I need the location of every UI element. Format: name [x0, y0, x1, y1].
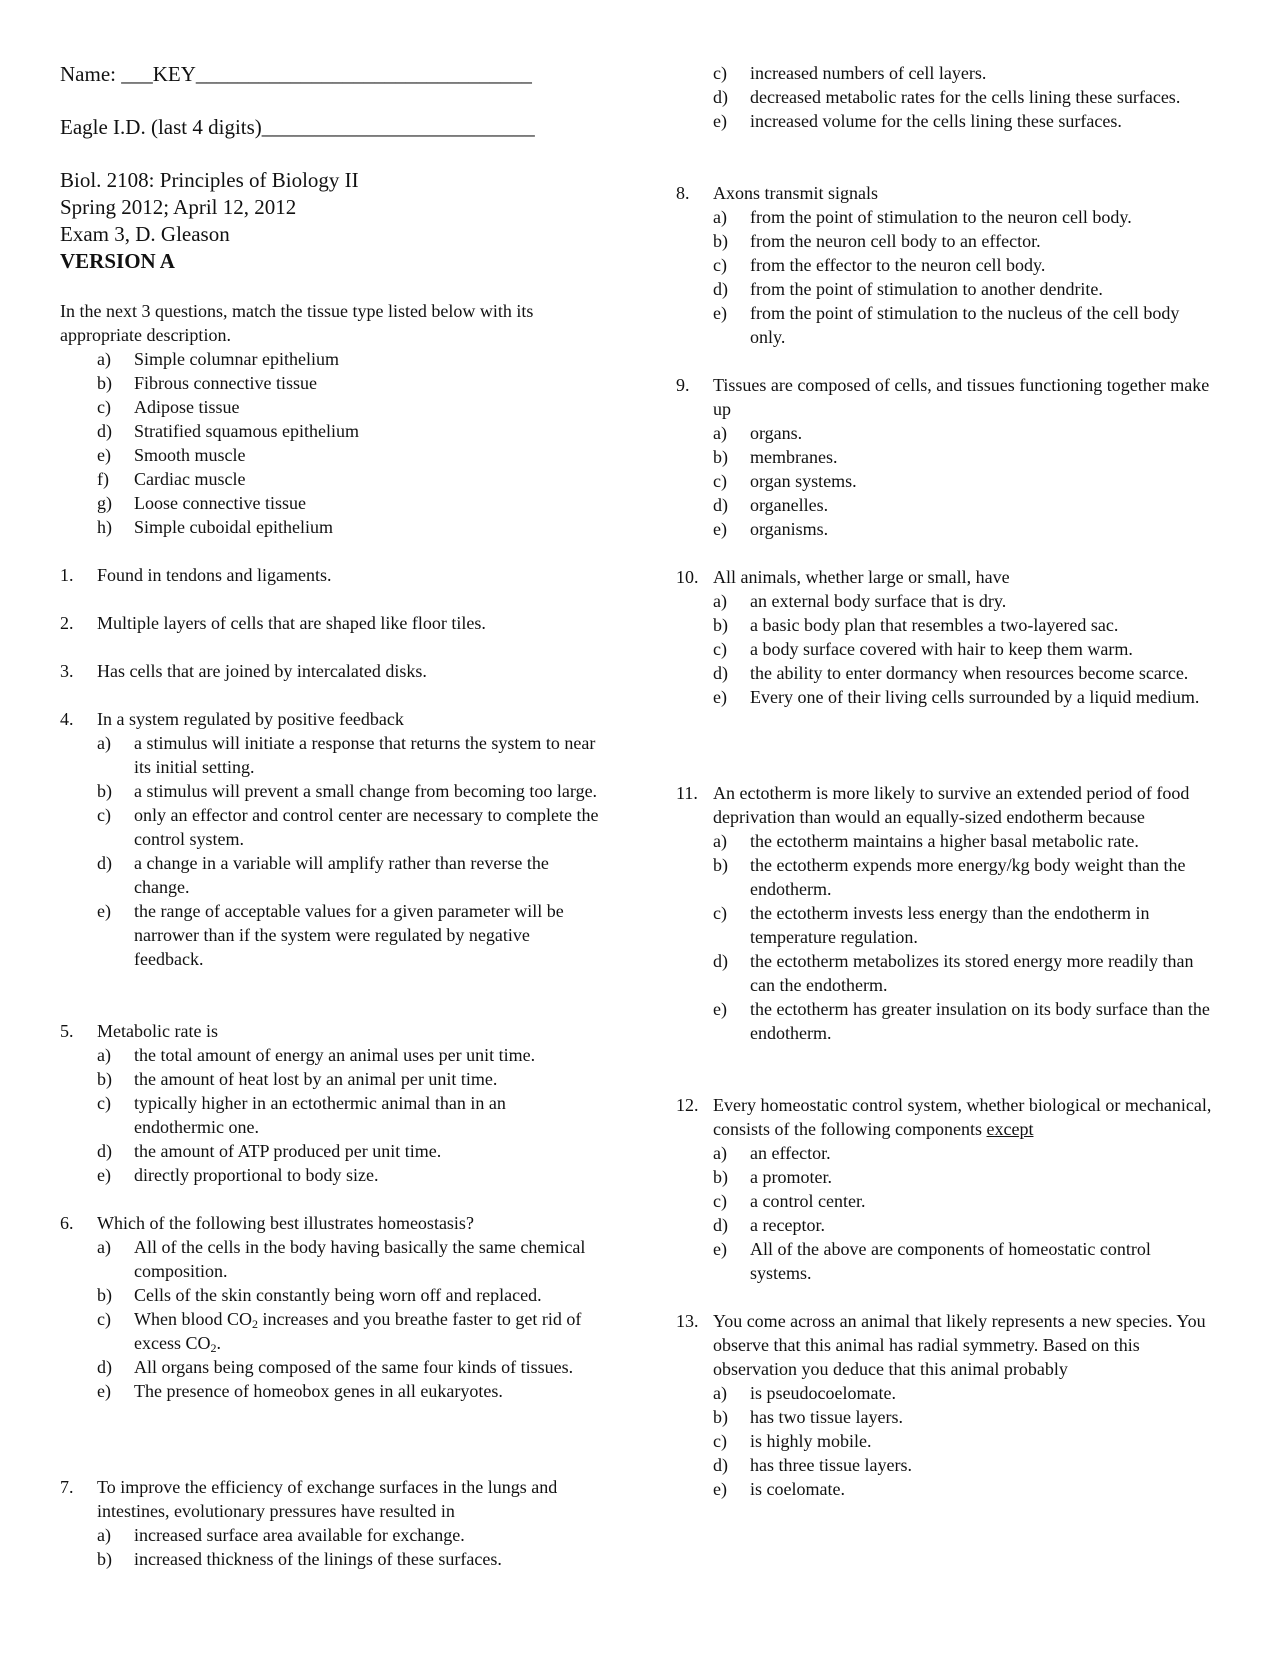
answer-options: [713, 1141, 1216, 1285]
answer-option: b) the ectotherm expends more energy/kg body weight than the endotherm.: [713, 855, 1186, 899]
question-number: 9.: [676, 375, 690, 395]
answer-option: d) the ability to enter dormancy when resources become scarce.: [713, 663, 1189, 683]
matching-intro: In the next 3 questions, match the tissue type listed below with its appropriate description.: [60, 301, 534, 345]
question-11: [676, 781, 1216, 1045]
question-12: [676, 1093, 1216, 1285]
question-stem: In a system regulated by positive feedback: [97, 709, 404, 729]
answer-option: c) from the effector to the neuron cell body.: [713, 255, 1046, 275]
answer-option: e) The presence of homeobox genes in all eukaryotes.: [97, 1381, 503, 1401]
answer-option: e) is coelomate.: [713, 1479, 845, 1499]
answer-option: b) has two tissue layers.: [713, 1407, 903, 1427]
tissue-option: c) Adipose tissue: [97, 397, 240, 417]
question-1: [60, 563, 600, 587]
answer-option: d) All organs being composed of the same four kinds of tissues.: [97, 1357, 574, 1377]
tissue-option: e) Smooth muscle: [97, 445, 246, 465]
answer-option: a) is pseudocoelomate.: [713, 1383, 896, 1403]
answer-option: c) organ systems.: [713, 471, 857, 491]
answer-option: c) increased numbers of cell layers.: [713, 63, 987, 83]
answer-option: e) the range of acceptable values for a given parameter will be narrower than if the system were regulated by negative feedback.: [97, 901, 564, 969]
answer-option: c) is highly mobile.: [713, 1431, 872, 1451]
question-number: 2.: [60, 613, 74, 633]
answer-option: b) the amount of heat lost by an animal per unit time.: [97, 1069, 498, 1089]
question-3: [60, 659, 600, 683]
question-stem: Which of the following best illustrates homeostasis?: [97, 1213, 474, 1233]
tissue-option: d) Stratified squamous epithelium: [97, 421, 359, 441]
answer-option: c) typically higher in an ectothermic animal than in an endothermic one.: [97, 1093, 506, 1137]
answer-option: d) a change in a variable will amplify rather than reverse the change.: [97, 853, 549, 897]
answer-option: e) organisms.: [713, 519, 829, 539]
tissue-option: h) Simple cuboidal epithelium: [97, 517, 333, 537]
tissue-options: [97, 347, 600, 539]
question-9: [676, 373, 1216, 541]
answer-option: b) from the neuron cell body to an effector.: [713, 231, 1041, 251]
answer-options: [97, 1523, 600, 1571]
question-stem: Tissues are composed of cells, and tissues functioning together make up: [713, 375, 1210, 419]
answer-option: d) organelles.: [713, 495, 829, 515]
answer-option: a) an external body surface that is dry.: [713, 591, 1007, 611]
question-number: 5.: [60, 1021, 74, 1041]
name-line: Name: ___KEY________________________________: [60, 62, 532, 86]
version-label: VERSION A: [60, 249, 175, 273]
question-10: [676, 565, 1216, 709]
question-2: [60, 611, 600, 635]
answer-options: [713, 1381, 1216, 1501]
answer-option: a) an effector.: [713, 1143, 831, 1163]
answer-option: b) increased thickness of the linings of these surfaces.: [97, 1549, 502, 1569]
question-number: 13.: [676, 1311, 699, 1331]
question-stem: Axons transmit signals: [713, 183, 878, 203]
tissue-option: g) Loose connective tissue: [97, 493, 306, 513]
question-4: [60, 707, 600, 971]
answer-option: a) from the point of stimulation to the neuron cell body.: [713, 207, 1132, 227]
question-stem: All animals, whether large or small, have: [713, 567, 1010, 587]
answer-option: b) membranes.: [713, 447, 838, 467]
answer-option: a) the total amount of energy an animal uses per unit time.: [97, 1045, 536, 1065]
term-line: Spring 2012; April 12, 2012: [60, 195, 297, 219]
answer-option: d) from the point of stimulation to another dendrite.: [713, 279, 1103, 299]
answer-option: a) All of the cells in the body having basically the same chemical composition.: [97, 1237, 586, 1281]
tissue-option: a) Simple columnar epithelium: [97, 349, 339, 369]
question-stem: To improve the efficiency of exchange surfaces in the lungs and intestines, evolutionary pressures have resulted in: [97, 1477, 558, 1521]
answer-option: d) the amount of ATP produced per unit time.: [97, 1141, 442, 1161]
question-number: 1.: [60, 565, 74, 585]
answer-option: c) a body surface covered with hair to keep them warm.: [713, 639, 1133, 659]
question-13: [676, 1309, 1216, 1501]
answer-option: d) decreased metabolic rates for the cells lining these surfaces.: [713, 87, 1181, 107]
answer-option: d) has three tissue layers.: [713, 1455, 912, 1475]
answer-option: e) increased volume for the cells lining these surfaces.: [713, 111, 1122, 131]
question-6: [60, 1211, 600, 1403]
question-stem: An ectotherm is more likely to survive an extended period of food deprivation than would an equally-sized endotherm because: [713, 783, 1190, 827]
question-stem: You come across an animal that likely represents a new species. You observe that this animal has radial symmetry. Based on this observation you deduce that this animal probably: [713, 1311, 1206, 1379]
question-7: [60, 1475, 600, 1571]
answer-option: c) a control center.: [713, 1191, 866, 1211]
question-stem: Found in tendons and ligaments.: [97, 565, 332, 585]
underlined-except: except: [986, 1119, 1034, 1139]
answer-option: c) only an effector and control center are necessary to complete the control system.: [97, 805, 599, 849]
answer-option: b) a basic body plan that resembles a two-layered sac.: [713, 615, 1119, 635]
answer-option: b) a promoter.: [713, 1167, 832, 1187]
question-number: 11.: [676, 783, 698, 803]
answer-option: a) the ectotherm maintains a higher basal metabolic rate.: [713, 831, 1139, 851]
answer-options: [713, 829, 1216, 1045]
question-stem: Metabolic rate is: [97, 1021, 218, 1041]
answer-option: e) All of the above are components of homeostatic control systems.: [713, 1239, 1151, 1283]
answer-option: e) Every one of their living cells surrounded by a liquid medium.: [713, 687, 1200, 707]
tissue-option: f) Cardiac muscle: [97, 469, 246, 489]
answer-option: a) a stimulus will initiate a response that returns the system to near its initial setting.: [97, 733, 596, 777]
answer-options: [713, 589, 1216, 709]
question-5: [60, 1019, 600, 1187]
course-block: [60, 167, 359, 275]
question-number: 6.: [60, 1213, 74, 1233]
answer-option: c) the ectotherm invests less energy than the endotherm in temperature regulation.: [713, 903, 1150, 947]
question-number: 12.: [676, 1095, 699, 1115]
question-number: 4.: [60, 709, 74, 729]
question-number: 8.: [676, 183, 690, 203]
question-stem: Every homeostatic control system, whether biological or mechanical, consists of the following components except: [713, 1095, 1212, 1139]
question-number: 3.: [60, 661, 74, 681]
answer-options: [97, 1235, 600, 1403]
question-number: 10.: [676, 567, 699, 587]
answer-option: b) Cells of the skin constantly being worn off and replaced.: [97, 1285, 542, 1305]
answer-options: [97, 1043, 600, 1187]
answer-option: a) increased surface area available for exchange.: [97, 1525, 465, 1545]
course-title: Biol. 2108: Principles of Biology II: [60, 168, 359, 192]
answer-option: e) directly proportional to body size.: [97, 1165, 379, 1185]
answer-options: [97, 731, 600, 971]
question-8: [676, 181, 1216, 349]
matching-section: [60, 299, 600, 539]
exam-line: Exam 3, D. Gleason: [60, 222, 230, 246]
answer-option: b) a stimulus will prevent a small change from becoming too large.: [97, 781, 598, 801]
answer-option: e) the ectotherm has greater insulation on its body surface than the endotherm.: [713, 999, 1210, 1043]
question-number: 7.: [60, 1477, 74, 1497]
answer-option: c) When blood $CO_2$ increases and you breathe faster to get rid of excess $CO_2$.: [97, 1309, 582, 1355]
answer-option: d) the ectotherm metabolizes its stored energy more readily than can the endotherm.: [713, 951, 1194, 995]
answer-option: e) from the point of stimulation to the nucleus of the cell body only.: [713, 303, 1180, 347]
answer-options-q7-continued: [713, 61, 1253, 133]
eagle-id-line: Eagle I.D. (last 4 digits)__________________________: [60, 115, 535, 139]
answer-option: d) a receptor.: [713, 1215, 825, 1235]
answer-options: [713, 421, 1216, 541]
answer-options: [713, 205, 1216, 349]
answer-option: a) organs.: [713, 423, 803, 443]
question-stem: Has cells that are joined by intercalated disks.: [97, 661, 427, 681]
tissue-option: b) Fibrous connective tissue: [97, 373, 317, 393]
question-stem: Multiple layers of cells that are shaped like floor tiles.: [97, 613, 486, 633]
